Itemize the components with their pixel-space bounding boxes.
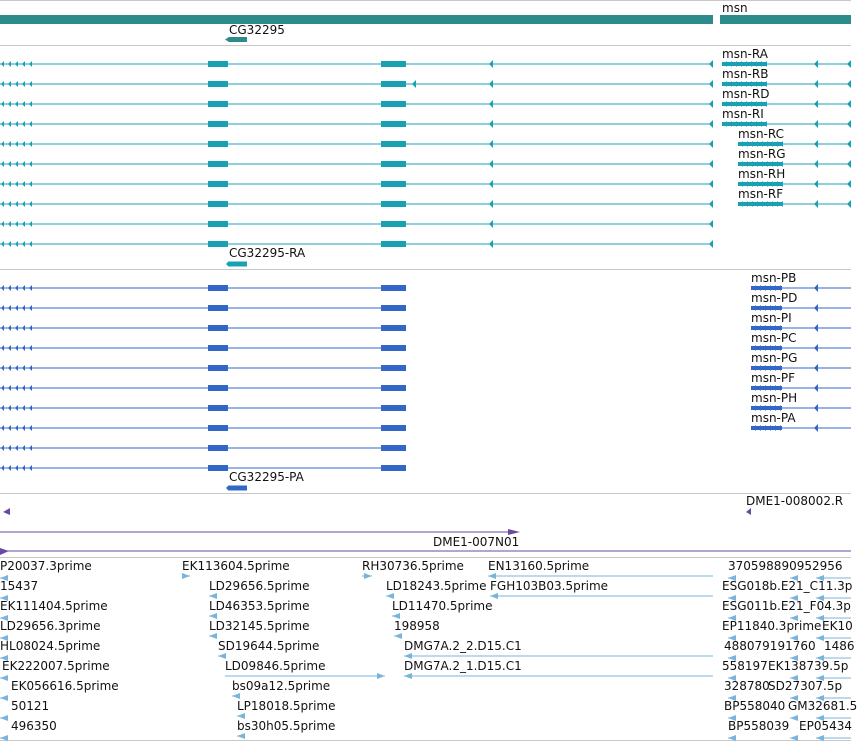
- exon-block[interactable]: [381, 445, 406, 451]
- strand-arrow: [29, 445, 32, 451]
- strand-arrow: [778, 425, 781, 431]
- strand-arrow: [29, 425, 32, 431]
- strand-arrow: [709, 200, 713, 208]
- strand-arrow: [15, 101, 18, 107]
- strand-arrow: [763, 425, 766, 431]
- strand-arrow: [780, 201, 783, 207]
- est-label[interactable]: LD18243.5prime: [386, 579, 487, 593]
- gene-label-cg32295[interactable]: CG32295: [229, 23, 285, 37]
- strand-arrow: [8, 221, 11, 227]
- strand-arrow: [15, 365, 18, 371]
- est-arrow[interactable]: [404, 673, 412, 679]
- strand-arrow: [814, 284, 818, 292]
- exon-block[interactable]: [208, 305, 228, 311]
- strand-arrow: [1, 305, 4, 311]
- strand-arrow: [847, 80, 851, 88]
- feature-label-dme1-008002[interactable]: DME1-008002.R: [746, 494, 844, 508]
- strand-arrow: [489, 220, 493, 228]
- strand-arrow: [22, 61, 25, 67]
- exon-block[interactable]: [208, 445, 228, 451]
- strand-arrow: [29, 241, 32, 247]
- transcript-label-cg32295-ra[interactable]: CG32295-RA: [229, 246, 306, 260]
- strand-arrow: [489, 80, 493, 88]
- transcript-label[interactable]: msn-PI: [751, 311, 792, 325]
- strand-arrow: [814, 404, 818, 412]
- est-arrow[interactable]: [816, 635, 824, 641]
- strand-arrow: [8, 465, 11, 471]
- est-label[interactable]: EK111404.5prime: [0, 599, 108, 613]
- strand-arrow: [8, 445, 11, 451]
- strand-arrow: [1, 201, 4, 207]
- exon-block[interactable]: [381, 365, 406, 371]
- strand-arrow: [15, 305, 18, 311]
- exon-block[interactable]: [381, 385, 406, 391]
- strand-arrow: [847, 120, 851, 128]
- strand-arrow: [1, 465, 4, 471]
- transcript-label[interactable]: msn-RA: [722, 47, 768, 61]
- exon-block[interactable]: [208, 405, 228, 411]
- strand-arrow: [1, 181, 4, 187]
- strand-arrow: [709, 80, 713, 88]
- strand-arrow: [768, 425, 771, 431]
- exon-block[interactable]: [208, 81, 228, 87]
- est-label[interactable]: LD46353.5prime: [209, 599, 310, 613]
- est-label[interactable]: 558197: [722, 659, 768, 673]
- exon-block[interactable]: [229, 486, 247, 491]
- strand-arrow: [489, 140, 493, 148]
- exon-block[interactable]: [208, 221, 228, 227]
- strand-arrow: [740, 201, 743, 207]
- est-label[interactable]: bs30h05.5prime: [237, 719, 336, 733]
- strand-arrow: [1, 445, 4, 451]
- transcript-label[interactable]: msn-PC: [751, 331, 797, 345]
- strand-arrow: [489, 240, 493, 248]
- est-label[interactable]: EK056616.5prime: [11, 679, 119, 693]
- transcript-label[interactable]: msn-RI: [722, 107, 764, 121]
- exon-block[interactable]: [208, 345, 228, 351]
- est-label[interactable]: DMG7A.2_2.D15.C1: [404, 639, 522, 653]
- strand-arrow: [765, 201, 768, 207]
- strand-arrow: [22, 365, 25, 371]
- exon-block[interactable]: [208, 325, 228, 331]
- strand-arrow: [29, 101, 32, 107]
- transcript-track-protein: [0, 270, 851, 493]
- strand-arrow: [1, 405, 4, 411]
- est-label[interactable]: EK138739.5p: [768, 659, 849, 673]
- exon-block[interactable]: [208, 101, 228, 107]
- est-label[interactable]: P20037.3prime: [0, 559, 92, 573]
- strand-arrow: [15, 141, 18, 147]
- strand-arrow: [29, 345, 32, 351]
- transcript-track-protein-graphics: [0, 270, 851, 493]
- strand-arrow: [814, 200, 818, 208]
- strand-arrow: [29, 385, 32, 391]
- strand-arrow: [8, 201, 11, 207]
- est-label[interactable]: LD29656.5prime: [209, 579, 310, 593]
- transcript-label[interactable]: msn-PG: [751, 351, 798, 365]
- strand-arrow: [760, 201, 763, 207]
- strand-arrow: [226, 261, 229, 267]
- strand-arrow: [29, 121, 32, 127]
- strand-arrow: [22, 121, 25, 127]
- strand-arrow: [1, 101, 4, 107]
- est-label[interactable]: EP11840.3prime: [722, 619, 822, 633]
- strand-arrow: [814, 80, 818, 88]
- strand-arrow: [8, 181, 11, 187]
- strand-arrow: [1, 221, 4, 227]
- strand-arrow: [1, 365, 4, 371]
- est-label[interactable]: HL08024.5prime: [0, 639, 101, 653]
- strand-arrow: [814, 324, 818, 332]
- strand-arrow: [15, 181, 18, 187]
- strand-arrow: [764, 101, 767, 107]
- est-label[interactable]: 488079191760: [724, 639, 816, 653]
- strand-arrow: [29, 161, 32, 167]
- exon-block[interactable]: [381, 81, 406, 87]
- exon-block[interactable]: [381, 221, 406, 227]
- est-label[interactable]: bs09a12.5prime: [232, 679, 331, 693]
- exon-block[interactable]: [208, 425, 228, 431]
- strand-arrow: [814, 384, 818, 392]
- est-label[interactable]: 328780: [724, 679, 770, 693]
- est-label[interactable]: EN13160.5prime: [488, 559, 590, 573]
- strand-arrow: [22, 181, 25, 187]
- strand-arrow: [775, 201, 778, 207]
- feature-track-graphics: [0, 494, 851, 557]
- strand-arrow: [489, 160, 493, 168]
- exon-block[interactable]: [208, 161, 228, 167]
- strand-arrow: [8, 285, 11, 291]
- est-label[interactable]: EK222007.5prime: [2, 659, 110, 673]
- exon-block[interactable]: [381, 241, 406, 247]
- exon-block[interactable]: [381, 425, 406, 431]
- strand-arrow: [814, 180, 818, 188]
- est-label[interactable]: LD29656.3prime: [0, 619, 101, 633]
- exon-block[interactable]: [229, 262, 247, 267]
- strand-arrow: [8, 385, 11, 391]
- est-label[interactable]: LD09846.5prime: [225, 659, 326, 673]
- est-label[interactable]: GM32681.5: [788, 699, 857, 713]
- strand-arrow: [29, 405, 32, 411]
- strand-arrow: [489, 120, 493, 128]
- strand-arrow: [29, 201, 32, 207]
- est-arrow[interactable]: [182, 573, 190, 579]
- strand-arrow: [22, 101, 25, 107]
- exon-block[interactable]: [208, 201, 228, 207]
- strand-arrow: [29, 305, 32, 311]
- strand-arrow: [814, 140, 818, 148]
- strand-arrow: [709, 160, 713, 168]
- strand-arrow: [1, 61, 4, 67]
- strand-arrow: [709, 120, 713, 128]
- strand-arrow: [1, 325, 4, 331]
- strand-arrow: [489, 180, 493, 188]
- gene-bar-cg32295-region[interactable]: [0, 15, 713, 24]
- est-label[interactable]: 370598890952956: [728, 559, 843, 573]
- strand-arrow: [8, 61, 11, 67]
- transcript-label[interactable]: msn-RC: [738, 127, 784, 141]
- strand-arrow: [709, 100, 713, 108]
- strand-arrow: [847, 160, 851, 168]
- strand-arrow: [8, 81, 11, 87]
- transcript-label[interactable]: msn-RG: [738, 147, 786, 161]
- gene-track: [0, 1, 851, 45]
- strand-arrow: [709, 220, 713, 228]
- strand-arrow: [29, 285, 32, 291]
- exon-block[interactable]: [381, 121, 406, 127]
- strand-arrow: [15, 345, 18, 351]
- strand-arrow: [8, 161, 11, 167]
- exon-block[interactable]: [208, 365, 228, 371]
- strand-arrow: [15, 161, 18, 167]
- strand-arrow: [15, 425, 18, 431]
- strand-arrow: [1, 241, 4, 247]
- exon-block[interactable]: [208, 121, 228, 127]
- strand-arrow: [847, 60, 851, 68]
- est-label[interactable]: ESG018b.E21_C11.3p: [722, 579, 853, 593]
- est-track: [0, 558, 857, 740]
- exon-block[interactable]: [208, 61, 228, 67]
- strand-arrow: [1, 141, 4, 147]
- strand-arrow: [22, 445, 25, 451]
- est-label[interactable]: SD27307.5p: [768, 679, 843, 693]
- strand-arrow: [489, 200, 493, 208]
- strand-arrow: [1, 285, 4, 291]
- est-arrow[interactable]: [209, 633, 217, 639]
- strand-arrow: [709, 180, 713, 188]
- transcript-label[interactable]: msn-PB: [751, 271, 797, 285]
- strand-arrow: [709, 140, 713, 148]
- strand-arrow: [1, 385, 4, 391]
- strand-arrow: [8, 241, 11, 247]
- strand-arrow: [22, 465, 25, 471]
- strand-arrow: [734, 121, 737, 127]
- strand-arrow: [15, 385, 18, 391]
- gene-label-msn[interactable]: msn: [722, 1, 748, 15]
- strand-arrow: [814, 424, 818, 432]
- strand-arrow: [8, 101, 11, 107]
- exon-block[interactable]: [381, 141, 406, 147]
- transcript-label[interactable]: msn-PA: [751, 411, 796, 425]
- strand-arrow: [814, 344, 818, 352]
- strand-arrow: [8, 121, 11, 127]
- strand-arrow: [29, 141, 32, 147]
- est-label[interactable]: BP558039: [728, 719, 790, 733]
- exon-block[interactable]: [208, 465, 228, 471]
- strand-arrow: [22, 345, 25, 351]
- strand-arrow: [29, 181, 32, 187]
- transcript-label[interactable]: msn-PF: [751, 371, 796, 385]
- strand-arrow: [15, 201, 18, 207]
- strand-arrow: [758, 425, 761, 431]
- strand-arrow: [724, 121, 727, 127]
- est-label[interactable]: EK10: [822, 619, 853, 633]
- strand-arrow: [15, 221, 18, 227]
- strand-arrow: [814, 60, 818, 68]
- strand-arrow: [489, 60, 493, 68]
- est-arrow[interactable]: [0, 675, 8, 681]
- strand-arrow: [847, 180, 851, 188]
- exon-block[interactable]: [208, 241, 228, 247]
- gene-strand-arrow: [225, 37, 229, 42]
- transcript-label[interactable]: msn-PD: [751, 291, 798, 305]
- strand-arrow: [814, 304, 818, 312]
- exon-block[interactable]: [381, 305, 406, 311]
- exon-block[interactable]: [381, 181, 406, 187]
- est-arrow[interactable]: [237, 733, 245, 739]
- strand-arrow: [22, 385, 25, 391]
- transcript-label[interactable]: msn-RH: [738, 167, 786, 181]
- est-label[interactable]: LP18018.5prime: [237, 699, 336, 713]
- strand-arrow: [8, 305, 11, 311]
- est-label[interactable]: 496350: [11, 719, 57, 733]
- transcript-track-rna: [0, 46, 851, 269]
- exon-block[interactable]: [381, 201, 406, 207]
- strand-arrow: [22, 161, 25, 167]
- strand-arrow: [814, 100, 818, 108]
- exon-block[interactable]: [208, 181, 228, 187]
- est-arrow[interactable]: [394, 633, 402, 639]
- strand-arrow: [15, 325, 18, 331]
- strand-arrow: [22, 285, 25, 291]
- feature-arrow[interactable]: [746, 508, 751, 515]
- strand-arrow: [8, 405, 11, 411]
- transcript-label[interactable]: msn-RB: [722, 67, 769, 81]
- strand-arrow: [1, 345, 4, 351]
- strand-arrow: [1, 425, 4, 431]
- strand-arrow: [1, 81, 4, 87]
- est-label[interactable]: FGH103B03.5prime: [490, 579, 609, 593]
- strand-arrow: [15, 465, 18, 471]
- strand-arrow: [745, 201, 748, 207]
- transcript-label-cg32295-pa[interactable]: CG32295-PA: [229, 470, 304, 484]
- strand-arrow: [29, 465, 32, 471]
- strand-arrow: [489, 100, 493, 108]
- exon-block[interactable]: [381, 101, 406, 107]
- exon-block[interactable]: [381, 465, 406, 471]
- est-label[interactable]: DMG7A.2_1.D15.C1: [404, 659, 522, 673]
- feature-track: [0, 494, 851, 557]
- strand-arrow: [22, 81, 25, 87]
- strand-arrow: [8, 141, 11, 147]
- est-label[interactable]: LD11470.5prime: [392, 599, 493, 613]
- strand-arrow: [15, 121, 18, 127]
- strand-arrow: [847, 100, 851, 108]
- feature-arrow[interactable]: [0, 548, 9, 555]
- gene-bar-cg32295[interactable]: [229, 37, 247, 42]
- strand-arrow: [729, 121, 732, 127]
- transcript-label[interactable]: msn-PH: [751, 391, 798, 405]
- strand-arrow: [8, 365, 11, 371]
- strand-arrow: [412, 80, 416, 88]
- est-label[interactable]: 198958: [394, 619, 440, 633]
- est-label[interactable]: 15437: [0, 579, 39, 593]
- strand-arrow: [8, 345, 11, 351]
- strand-arrow: [15, 81, 18, 87]
- strand-arrow: [22, 201, 25, 207]
- feature-arrow[interactable]: [3, 508, 10, 515]
- exon-block[interactable]: [208, 385, 228, 391]
- strand-arrow: [15, 445, 18, 451]
- est-arrow[interactable]: [790, 715, 798, 721]
- strand-arrow: [814, 364, 818, 372]
- strand-arrow: [22, 221, 25, 227]
- exon-block[interactable]: [381, 325, 406, 331]
- strand-arrow: [814, 120, 818, 128]
- exon-block[interactable]: [381, 345, 406, 351]
- strand-arrow: [750, 201, 753, 207]
- strand-arrow: [22, 141, 25, 147]
- est-label[interactable]: 1486: [824, 639, 855, 653]
- strand-arrow: [15, 61, 18, 67]
- gene-bar-msn[interactable]: [720, 15, 851, 24]
- strand-arrow: [22, 241, 25, 247]
- strand-arrow: [226, 485, 229, 491]
- strand-arrow: [755, 201, 758, 207]
- strand-arrow: [709, 240, 713, 248]
- strand-arrow: [814, 160, 818, 168]
- est-label[interactable]: RH30736.5prime: [362, 559, 464, 573]
- strand-arrow: [709, 60, 713, 68]
- est-label[interactable]: 50121: [11, 699, 50, 713]
- strand-arrow: [753, 425, 756, 431]
- strand-arrow: [29, 325, 32, 331]
- exon-block[interactable]: [381, 61, 406, 67]
- exon-block[interactable]: [208, 141, 228, 147]
- strand-arrow: [29, 81, 32, 87]
- strand-arrow: [29, 61, 32, 67]
- strand-arrow: [22, 405, 25, 411]
- strand-arrow: [22, 305, 25, 311]
- est-arrow[interactable]: [364, 573, 372, 579]
- strand-arrow: [1, 121, 4, 127]
- transcript-label[interactable]: msn-RF: [738, 187, 784, 201]
- strand-arrow: [22, 425, 25, 431]
- strand-arrow: [15, 241, 18, 247]
- exon-block[interactable]: [381, 285, 406, 291]
- est-label[interactable]: EP05434: [799, 719, 852, 733]
- est-label[interactable]: SD19644.5prime: [218, 639, 320, 653]
- feature-label-dme1-007n01[interactable]: DME1-007N01: [433, 535, 520, 549]
- est-label[interactable]: ESG011b.E21_F04.3p: [722, 599, 851, 613]
- strand-arrow: [773, 425, 776, 431]
- est-arrow[interactable]: [0, 715, 8, 721]
- strand-arrow: [15, 285, 18, 291]
- exon-block[interactable]: [381, 161, 406, 167]
- strand-arrow: [847, 200, 851, 208]
- strand-arrow: [847, 140, 851, 148]
- transcript-label[interactable]: msn-RD: [722, 87, 770, 101]
- est-label[interactable]: EK113604.5prime: [182, 559, 290, 573]
- est-label[interactable]: LD32145.5prime: [209, 619, 310, 633]
- est-arrow[interactable]: [0, 695, 8, 701]
- strand-arrow: [29, 365, 32, 371]
- est-label[interactable]: BP558040: [724, 699, 786, 713]
- strand-arrow: [29, 221, 32, 227]
- strand-arrow: [15, 405, 18, 411]
- exon-block[interactable]: [208, 285, 228, 291]
- strand-arrow: [8, 425, 11, 431]
- strand-arrow: [8, 325, 11, 331]
- exon-block[interactable]: [381, 405, 406, 411]
- strand-arrow: [1, 161, 4, 167]
- est-arrow[interactable]: [377, 673, 385, 679]
- strand-arrow: [22, 325, 25, 331]
- strand-arrow: [770, 201, 773, 207]
